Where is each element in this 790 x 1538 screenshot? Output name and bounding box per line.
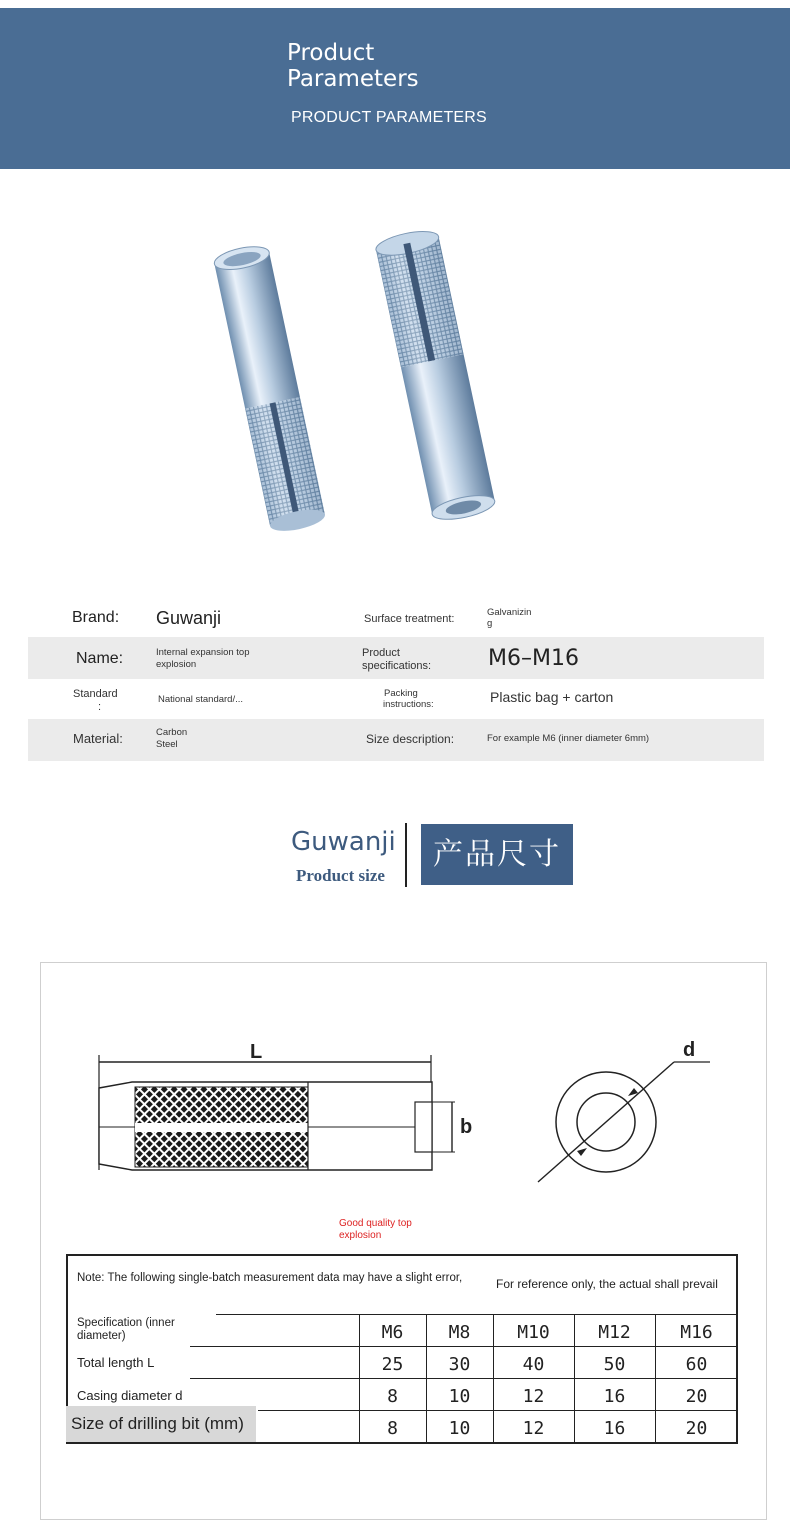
diagram-caption-line1: Good quality top [339, 1218, 412, 1229]
header-banner [0, 8, 790, 169]
section-brand: Guwanji [291, 827, 396, 857]
casing-cell: 12 [522, 1386, 545, 1407]
surface-label: Surface treatment: [364, 613, 455, 625]
packing-label-2: instructions: [383, 699, 434, 710]
standard-label-2: : [98, 701, 102, 713]
spec-label-1: Product [362, 647, 400, 659]
section-divider [405, 823, 407, 887]
drill-cell: 16 [603, 1418, 626, 1439]
diagram-caption [339, 1218, 449, 1242]
param-row-brand [28, 597, 764, 639]
length-row-label: Total length L [77, 1355, 155, 1370]
label-L: L [250, 1041, 263, 1063]
casing-cell: 16 [603, 1386, 626, 1407]
length-cell: 25 [381, 1354, 404, 1375]
banner-subtitle: PRODUCT PARAMETERS [291, 109, 487, 126]
packing-value: Plastic bag + carton [490, 689, 614, 705]
spec-cell: M6 [381, 1322, 404, 1343]
drill-cell: 20 [685, 1418, 708, 1439]
spec-label-2: specifications: [362, 660, 432, 672]
drill-cell: 8 [387, 1418, 398, 1439]
surface-value-1: Galvanizin [487, 607, 532, 618]
anchor-right [374, 230, 497, 524]
param-row-name [28, 637, 764, 679]
param-row-standard [28, 679, 764, 721]
product-photo [190, 230, 550, 570]
section-subtitle: Product size [296, 866, 385, 885]
spec-cell: M12 [598, 1322, 631, 1343]
spec-row-label-2: diameter) [77, 1330, 126, 1342]
spec-cell: M8 [448, 1322, 471, 1343]
standard-label-1: Standard [73, 688, 118, 700]
brand-label: Brand: [72, 609, 120, 626]
casing-cell: 10 [448, 1386, 471, 1407]
section-title-box: 产品尺寸 [421, 824, 573, 885]
drill-cell: 10 [448, 1418, 471, 1439]
drill-row-label: Size of drilling bit (mm) [66, 1406, 256, 1442]
param-row-material [28, 719, 764, 761]
spec-cell: M10 [517, 1322, 550, 1343]
label-b: b [460, 1116, 473, 1138]
material-value-1: Carbon [156, 727, 188, 738]
name-value-2: explosion [156, 659, 197, 670]
spec-value: M6–M16 [488, 646, 579, 671]
length-cell: 30 [448, 1354, 471, 1375]
surface-value-2: g [487, 618, 493, 629]
material-label: Material: [73, 731, 123, 746]
casing-cell: 20 [685, 1386, 708, 1407]
banner-title-line1: Product [287, 40, 375, 66]
name-label: Name: [76, 650, 124, 667]
length-cell: 50 [603, 1354, 626, 1375]
anchor-left [212, 243, 326, 535]
spec-row-label-1: Specification (inner [77, 1317, 175, 1329]
length-cell: 60 [685, 1354, 708, 1375]
table-note-left: Note: The following single-batch measurement data may have a slight error, [77, 1272, 463, 1284]
name-value-1: Internal expansion top [156, 647, 250, 658]
size-label: Size description: [366, 732, 455, 746]
length-cell: 40 [522, 1354, 545, 1375]
casing-row-label: Casing diameter d [77, 1388, 183, 1403]
measurement-table [66, 1254, 738, 1444]
table-note-right: For reference only, the actual shall prevail [496, 1277, 718, 1291]
casing-cell: 8 [387, 1386, 398, 1407]
label-d: d [683, 1039, 696, 1061]
spec-cell: M16 [680, 1322, 713, 1343]
drill-cell: 12 [522, 1418, 545, 1439]
banner-title-line2: Parameters [287, 66, 419, 92]
dimension-diagram [90, 1030, 740, 1210]
material-value-2: Steel [156, 739, 178, 750]
standard-value: National standard/... [158, 694, 244, 705]
packing-label-1: Packing [384, 688, 418, 699]
brand-value: Guwanji [156, 608, 222, 628]
diagram-caption-line2: explosion [339, 1230, 382, 1241]
size-value: For example M6 (inner diameter 6mm) [487, 733, 650, 744]
